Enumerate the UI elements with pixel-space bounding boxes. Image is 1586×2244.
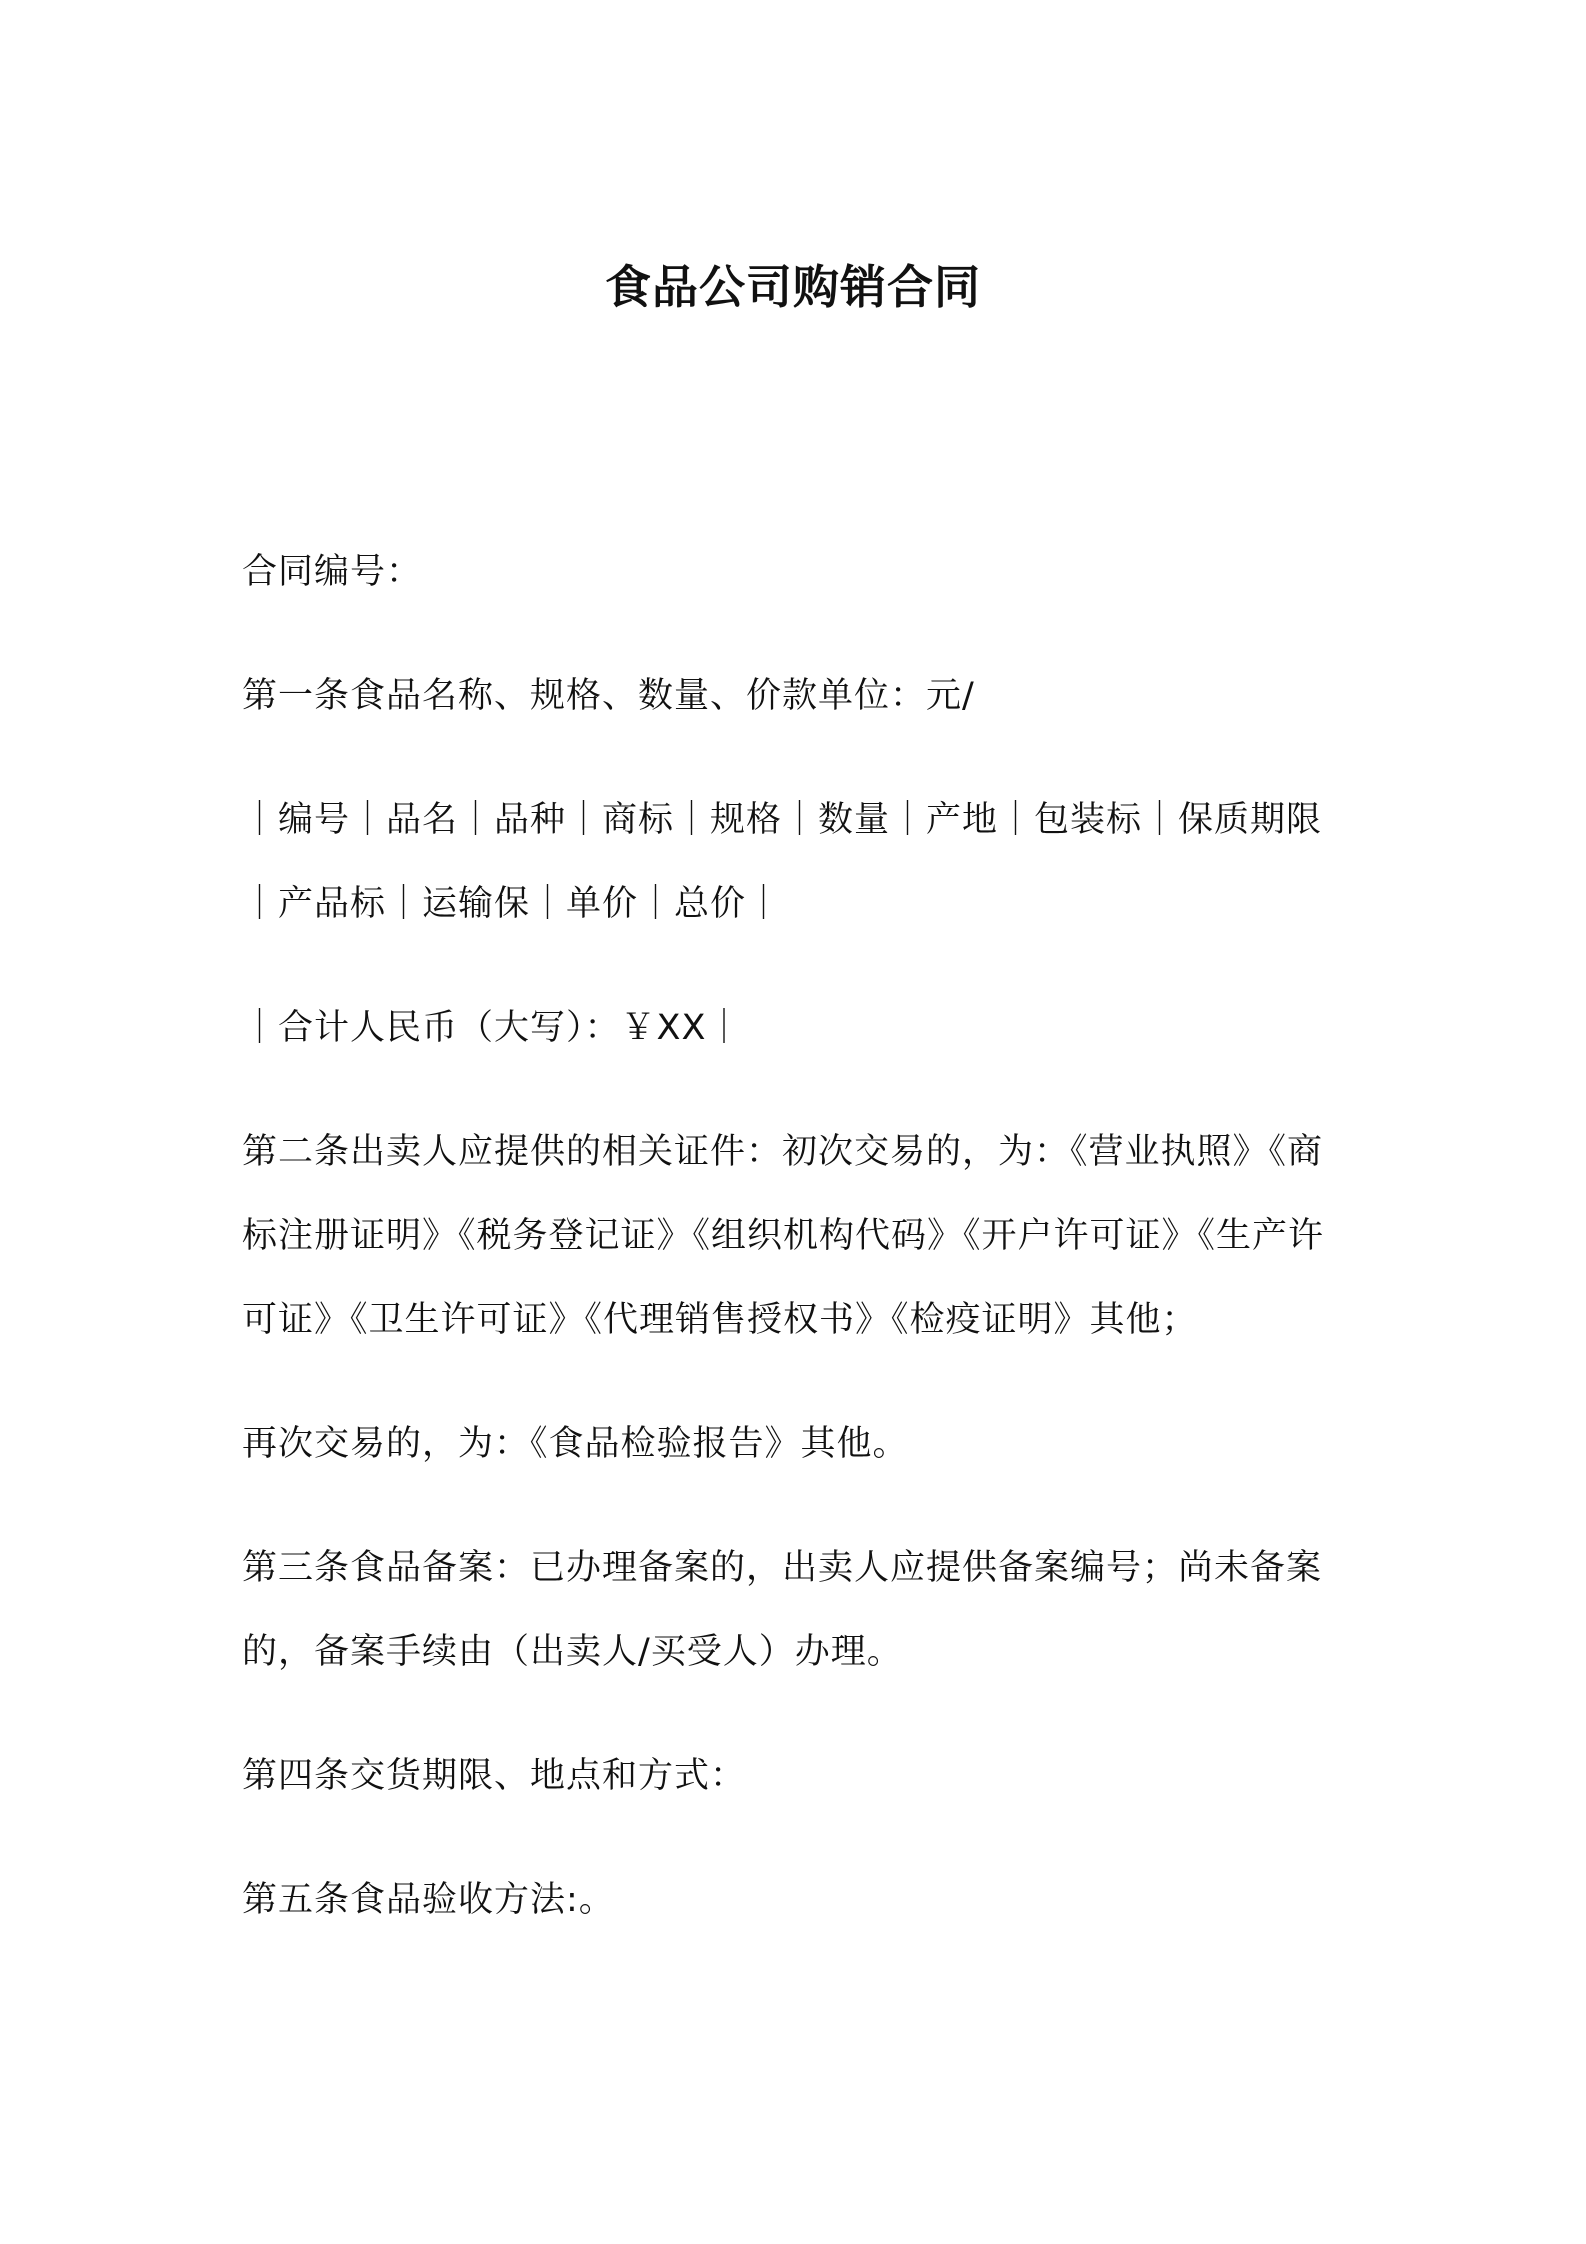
- article-4-heading: 第四条交货期限、地点和方式：: [242, 1756, 747, 1796]
- article-1-heading: 第一条食品名称、规格、数量、价款单位：元/: [242, 676, 975, 716]
- article-3-paragraph: 第三条食品备案：已办理备案的，出卖人应提供备案编号；尚未备案的，备案手续由（出卖人/买受人）办理。: [242, 1548, 1323, 1672]
- contract-number-line: 合同编号：: [242, 552, 423, 592]
- article-5-heading: 第五条食品验收方法:。: [242, 1880, 615, 1920]
- document-body: [242, 530, 1357, 1982]
- document-title: 食品公司购销合同: [605, 260, 981, 314]
- total-amount-row: ｜合计人民币（大写）：￥XX｜: [242, 1008, 743, 1048]
- repeat-transaction-paragraph: 再次交易的，为：《食品检验报告》其他。: [242, 1424, 909, 1464]
- product-table-header-row: ｜编号｜品名｜品种｜商标｜规格｜数量｜产地｜包装标｜保质期限｜产品标｜运输保｜单价｜总价｜: [242, 800, 1323, 924]
- article-2-paragraph: 第二条出卖人应提供的相关证件：初次交易的，为：《营业执照》《商标注册证明》《税务登记证》《组织机构代码》《开户许可证》《生产许可证》《卫生许可证》《代理销售授权书》《检疫证明》其他；: [242, 1132, 1325, 1340]
